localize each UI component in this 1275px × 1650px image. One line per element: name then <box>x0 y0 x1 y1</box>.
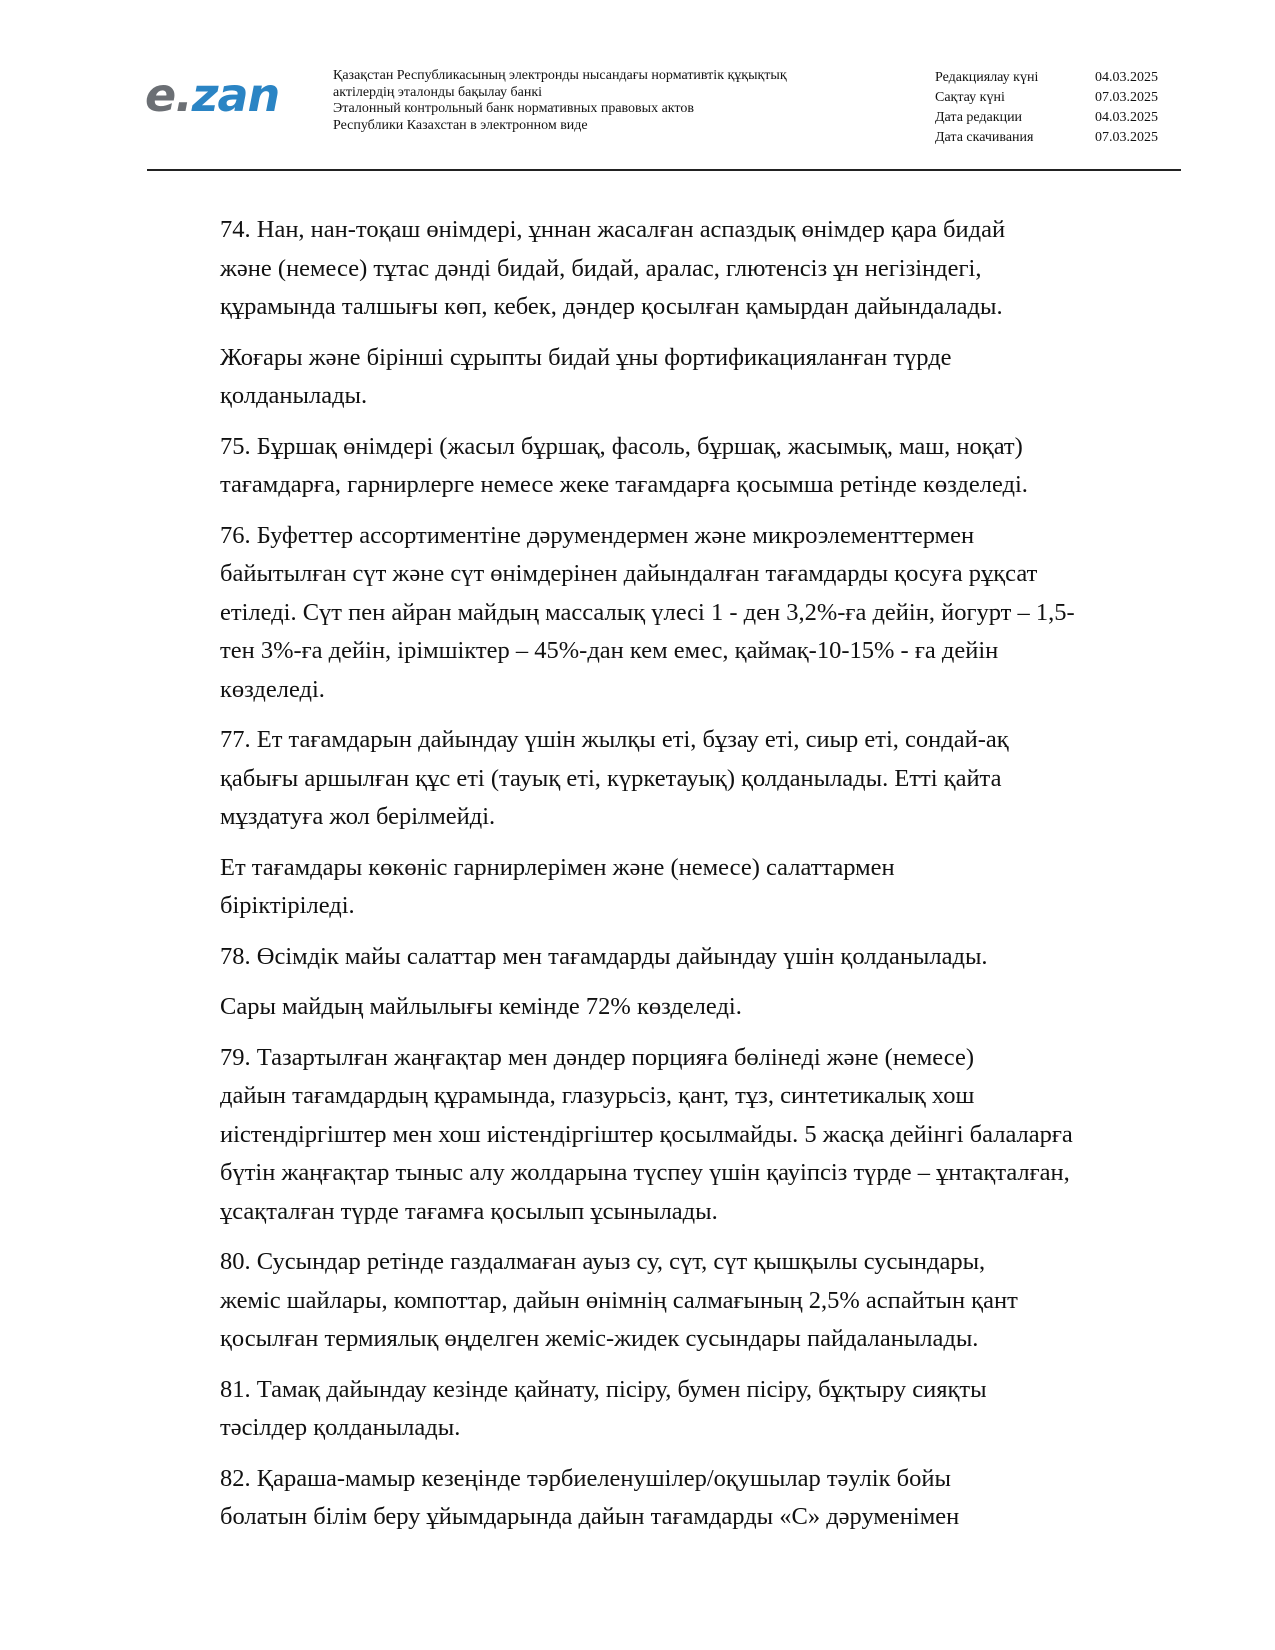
paragraph-line: және (немесе) тұтас дәнді бидай, бидай, аралас, глютенсіз ұн негізіндегі, <box>220 254 982 282</box>
body-paragraph <box>148 339 1178 416</box>
logo-dot: . <box>175 68 192 122</box>
paragraph-line: тағамдарға, гарнирлерге немесе жеке тағамдарға қосымша ретінде көзделеді. <box>220 471 1028 498</box>
body-paragraph <box>148 211 1178 327</box>
body-paragraph <box>148 1243 1178 1359</box>
paragraph-line: қосылған термиялық өңделген жеміс-жидек сусындары пайдаланылады. <box>220 1325 979 1352</box>
paragraph-line: иістендіргіштер мен хош иістендіргіштер қосылмайды. 5 жасқа дейінгі балаларға <box>220 1120 1073 1148</box>
paragraph-line: құрамында талшығы көп, кебек, дәндер қосылған қамырдан дайындалады. <box>220 293 1003 320</box>
paragraph-line: 79. Тазартылған жаңғақтар мен дәндер порцияға бөлінеді және (немесе) <box>220 1043 974 1071</box>
paragraph-line: 80. Сусындар ретінде газдалмаған ауыз су, сүт, сүт қышқылы сусындары, <box>220 1248 986 1275</box>
paragraph-line: 78. Өсімдік майы салаттар мен тағамдарды дайындау үшін қолданылады. <box>220 942 988 970</box>
paragraph-line: 77. Ет тағамдарын дайындау үшін жылқы еті, бұзау еті, сиыр еті, сондай-ақ <box>220 726 1009 753</box>
header-description-line: Қазақстан Республикасының электронды нысандағы нормативтік құқықтық <box>333 68 787 83</box>
paragraph-line: мұздатуға жол берілмейді. <box>220 803 496 830</box>
paragraph-line: 82. Қараша-мамыр кезеңінде тәрбиеленушілер/оқушылар тәулік бойы <box>220 1464 951 1492</box>
body-paragraph <box>148 849 1178 926</box>
date-row <box>935 68 1158 88</box>
logo-part-zan: zan <box>191 68 280 122</box>
paragraph-line: қабығы аршылған құс еті (тауық еті, күркетауық) қолданылады. Етті қайта <box>220 764 1002 792</box>
body-paragraph <box>148 721 1178 837</box>
paragraph-line: Жоғары және бірінші сұрыпты бидай ұны фортификацияланған түрде <box>220 343 952 371</box>
date-label: Дата редакции <box>935 110 1023 125</box>
date-row <box>935 108 1158 128</box>
header-divider <box>147 169 1181 171</box>
paragraph-line: 74. Нан, нан-тоқаш өнімдері, ұннан жасалған аспаздық өнімдер қара бидай <box>220 216 1006 243</box>
header-description-line: Эталонный контрольный банк нормативных правовых актов <box>333 101 694 116</box>
paragraph-line: етіледі. Сүт пен айран майдың массалық үлесі 1 - ден 3,2%-ға дейін, йогурт – 1,5- <box>220 598 1075 626</box>
date-label: Редакциялау күні <box>935 70 1039 85</box>
body-paragraph <box>148 1371 1178 1448</box>
body-paragraph <box>148 1460 1178 1537</box>
header-description-line: актілердің эталонды бақылау банкі <box>333 84 543 100</box>
date-label: Сақтау күні <box>935 90 1005 105</box>
body-paragraph <box>148 938 1178 977</box>
document-body <box>148 211 1178 1549</box>
paragraph-line: Сары майдың майлылығы кемінде 72% көзделеді. <box>220 993 742 1020</box>
date-value: 04.03.2025 <box>1095 70 1158 85</box>
header-description-line: Республики Казахстан в электронном виде <box>333 117 588 133</box>
header-dates-table <box>935 68 1158 148</box>
paragraph-line: ұсақталған түрде тағамға қосылып ұсынылады. <box>220 1197 718 1225</box>
paragraph-line: Ет тағамдары көкөніс гарнирлерімен және (немесе) салаттармен <box>220 853 895 881</box>
paragraph-line: болатын білім беру ұйымдарында дайын тағамдарды «С» дәруменімен <box>220 1503 960 1530</box>
date-row <box>935 128 1158 148</box>
body-paragraph <box>148 1039 1178 1232</box>
paragraph-line: біріктіріледі. <box>220 892 355 919</box>
paragraph-line: 76. Буфеттер ассортиментіне дәрумендермен және микроэлементтермен <box>220 521 975 549</box>
date-row <box>935 88 1158 108</box>
date-value: 07.03.2025 <box>1095 130 1158 145</box>
paragraph-line: жеміс шайлары, компоттар, дайын өнімнің салмағының 2,5% аспайтын қант <box>220 1286 1018 1314</box>
date-value: 04.03.2025 <box>1095 110 1158 125</box>
header-description <box>333 68 893 134</box>
paragraph-line: тен 3%-ға дейін, ірімшіктер – 45%-дан кем емес, қаймақ-10-15% - ға дейін <box>220 637 999 664</box>
ezan-logo <box>145 68 280 122</box>
body-paragraph <box>148 517 1178 710</box>
body-paragraph <box>148 988 1178 1027</box>
paragraph-line: 81. Тамақ дайындау кезінде қайнату, пісіру, бумен пісіру, бұқтыру сияқты <box>220 1375 987 1403</box>
date-value: 07.03.2025 <box>1095 90 1158 105</box>
paragraph-line: қолданылады. <box>220 382 368 409</box>
paragraph-line: байытылған сүт және сүт өнімдерінен дайындалған тағамдарды қосуға рұқсат <box>220 560 1038 587</box>
logo-part-e: e <box>145 68 176 122</box>
paragraph-line: тәсілдер қолданылады. <box>220 1414 461 1441</box>
date-label: Дата скачивания <box>935 130 1034 145</box>
paragraph-line: дайын тағамдардың құрамында, глазурьсіз, қант, тұз, синтетикалық хош <box>220 1082 975 1109</box>
paragraph-line: 75. Бұршақ өнімдері (жасыл бұршақ, фасоль, бұршақ, жасымық, маш, ноқат) <box>220 432 1023 460</box>
paragraph-line: бүтін жаңғақтар тыныс алу жолдарына түспеу үшін қауіпсіз түрде – ұнтақталған, <box>220 1159 1070 1186</box>
body-paragraph <box>148 428 1178 505</box>
paragraph-line: көзделеді. <box>220 675 325 703</box>
